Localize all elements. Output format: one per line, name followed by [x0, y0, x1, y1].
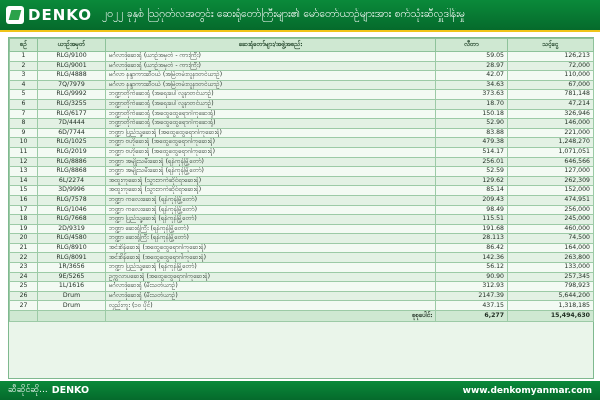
- litre-value: 52.59: [436, 167, 508, 177]
- litre-value: 437.15: [436, 301, 508, 311]
- hospital-name: မင်္ဂလာဒုံဆေးရုံ (ယာဉ်အမှတ် - ကားကြီး): [106, 52, 436, 62]
- page-title: ၂၀၂၂ ခုနှစ် ဩဂုတ်လအတွင်း ဆေးရုံတော်ကြီးများ၏ မော်တော်ယာဉ်များအား စက်သုံးဆီလှူဒါန်းမှု: [101, 7, 465, 20]
- amount-value: 1,318,185: [508, 301, 594, 311]
- vehicle-code: RLG/9001: [38, 61, 106, 71]
- row-number: 24: [10, 272, 38, 282]
- row-number: 13: [10, 167, 38, 177]
- vehicle-code: RLG/7668: [38, 215, 106, 225]
- table-row: [10, 215, 594, 225]
- row-number: 18: [10, 215, 38, 225]
- vehicle-code: RLG/1025: [38, 138, 106, 148]
- hospital-name: ဘဏ္ဍာ ပြည်သူ့ဆေးရုံ (ရန်ကုန်မြို့တော်): [106, 215, 436, 225]
- amount-value: 221,000: [508, 128, 594, 138]
- hospital-name: ဘဏ္ဍာ ဆေးရုံကြီး (ရန်ကုန်မြို့တော်): [106, 224, 436, 234]
- litre-value: 142.36: [436, 253, 508, 263]
- vehicle-code: 9E/5265: [38, 272, 106, 282]
- header-banner: [0, 0, 600, 32]
- hospital-name: လှည်းကူး (၁၀ ပိုင်): [106, 301, 436, 311]
- litre-value: 28.97: [436, 61, 508, 71]
- table-row: [10, 291, 594, 301]
- footer-brand: DENKO: [51, 385, 90, 396]
- hospital-name: ဘဏ္ဍာ ကလေးဆေးရုံ (ရန်ကုန်မြို့တော်): [106, 205, 436, 215]
- hospital-name: အထူးကုဆေးရုံ (သွားဘက်ဆိုင်ရာဆေးရုံ): [106, 186, 436, 196]
- row-number: 16: [10, 195, 38, 205]
- total-blank: [10, 311, 38, 322]
- table-row: [10, 205, 594, 215]
- table-header-row: [10, 39, 594, 52]
- row-number: 20: [10, 234, 38, 244]
- row-number: 21: [10, 243, 38, 253]
- footer-slogan: [8, 384, 89, 397]
- total-blank: [38, 311, 106, 322]
- litre-value: 28.113: [436, 234, 508, 244]
- row-number: 26: [10, 291, 38, 301]
- donation-table: [9, 38, 594, 322]
- vehicle-code: 3D/9996: [38, 186, 106, 196]
- hospital-name: ဘဏ္ဍာတိုက်ဆေးရုံ (အထွေထွေရောဂါကုဆေးရုံ): [106, 119, 436, 129]
- vehicle-code: RLG/4888: [38, 71, 106, 81]
- table-row: [10, 157, 594, 167]
- hospital-name: ဘဏ္ဍာ ကလေးဆေးရုံ (ရန်ကုန်မြို့တော်): [106, 195, 436, 205]
- amount-value: 152,000: [508, 186, 594, 196]
- row-number: 3: [10, 71, 38, 81]
- table-row: [10, 176, 594, 186]
- table-row: [10, 263, 594, 273]
- litre-value: 312.93: [436, 282, 508, 292]
- total-row: [10, 311, 594, 322]
- website-link[interactable]: www.denkomyanmar.com: [462, 385, 592, 396]
- hospital-name: ဘဏ္ဍာ အမျိုးသမီးဆေးရုံ (ရန်ကုန်မြို့တော်): [106, 167, 436, 177]
- brand-name: DENKO: [28, 6, 92, 24]
- vehicle-code: 1L/1616: [38, 282, 106, 292]
- vehicle-code: RLG/1046: [38, 205, 106, 215]
- amount-value: 256,000: [508, 205, 594, 215]
- litre-value: 191.68: [436, 224, 508, 234]
- vehicle-code: 1R/3656: [38, 263, 106, 273]
- amount-value: 781,148: [508, 90, 594, 100]
- vehicle-code: Drum: [38, 291, 106, 301]
- row-number: 27: [10, 301, 38, 311]
- hospital-name: မင်္ဂလာဒုံဆေးရုံ (မီးသတ်ယာဉ်): [106, 282, 436, 292]
- amount-value: 133,000: [508, 263, 594, 273]
- litre-value: 90.90: [436, 272, 508, 282]
- hospital-name: ဥက္ကလာပဆေးရုံ (အထွေထွေရောဂါကုဆေးရုံ): [106, 272, 436, 282]
- column-header-code: ယာဉ်အမှတ်: [38, 39, 106, 52]
- amount-value: 1,248,270: [508, 138, 594, 148]
- row-number: 6: [10, 99, 38, 109]
- hospital-name: မင်္ဂလာ နန္ဒာကားဆီဝယ် (အမြဲတမ်းလူနာတင်ယာဉ်): [106, 80, 436, 90]
- litre-value: 85.14: [436, 186, 508, 196]
- litre-value: 150.18: [436, 109, 508, 119]
- amount-value: 263,800: [508, 253, 594, 263]
- table-row: [10, 109, 594, 119]
- hospital-name: အင်းစိန်ဆေးရုံ (အထွေထွေရောဂါကုဆေးရုံ): [106, 243, 436, 253]
- amount-value: 798,923: [508, 282, 594, 292]
- vehicle-code: RLG/9100: [38, 52, 106, 62]
- litre-value: 209.43: [436, 195, 508, 205]
- amount-value: 126,213: [508, 52, 594, 62]
- row-number: 4: [10, 80, 38, 90]
- litre-value: 56.12: [436, 263, 508, 273]
- row-number: 12: [10, 157, 38, 167]
- total-label: စုစုပေါင်း: [106, 311, 436, 322]
- column-header-litre: လီတာ: [436, 39, 508, 52]
- table-row: [10, 71, 594, 81]
- row-number: 10: [10, 138, 38, 148]
- column-header-name: ဆေးရုံတော်များ/အဖွဲ့အစည်း: [106, 39, 436, 52]
- litre-value: 42.07: [436, 71, 508, 81]
- litre-value: 256.01: [436, 157, 508, 167]
- row-number: 5: [10, 90, 38, 100]
- row-number: 23: [10, 263, 38, 273]
- hospital-name: မင်္ဂလာ နန္ဒာကားဆီဝယ် (အမြဲတမ်းလူနာတင်ယာဉ်): [106, 71, 436, 81]
- amount-value: 5,644,200: [508, 291, 594, 301]
- vehicle-code: RLG/6177: [38, 109, 106, 119]
- row-number: 14: [10, 176, 38, 186]
- amount-value: 164,000: [508, 243, 594, 253]
- amount-value: 74,500: [508, 234, 594, 244]
- amount-value: 257,345: [508, 272, 594, 282]
- amount-value: 262,309: [508, 176, 594, 186]
- hospital-name: ဘဏ္ဍာ ပြည်သူ့ဆေးရုံ (အထွေထွေရောဂါကုဆေးရုံ): [106, 128, 436, 138]
- litre-value: 479.38: [436, 138, 508, 148]
- amount-value: 47,214: [508, 99, 594, 109]
- hospital-name: ဘဏ္ဍာ ဆေးရုံကြီး (ရန်ကုန်မြို့တော်): [106, 234, 436, 244]
- amount-value: 110,000: [508, 71, 594, 81]
- hospital-name: ဘဏ္ဍာ ပြည်သူ့ဆေးရုံ (ရန်ကုန်မြို့တော်): [106, 263, 436, 273]
- row-number: 17: [10, 205, 38, 215]
- table-row: [10, 80, 594, 90]
- vehicle-code: RLG/2019: [38, 147, 106, 157]
- total-amount: 15,494,630: [508, 311, 594, 322]
- row-number: 25: [10, 282, 38, 292]
- table-row: [10, 243, 594, 253]
- table-row: [10, 282, 594, 292]
- donation-table-container: [8, 37, 594, 379]
- amount-value: 646,566: [508, 157, 594, 167]
- amount-value: 460,000: [508, 224, 594, 234]
- litre-value: 373.63: [436, 90, 508, 100]
- hospital-name: အင်းစိန်ဆေးရုံ (အထွေထွေရောဂါကုဆေးရုံ): [106, 253, 436, 263]
- amount-value: 245,000: [508, 215, 594, 225]
- table-row: [10, 52, 594, 62]
- column-header-no: စဉ်: [10, 39, 38, 52]
- table-row: [10, 119, 594, 129]
- table-row: [10, 301, 594, 311]
- vehicle-code: RLG/8886: [38, 157, 106, 167]
- table-row: [10, 99, 594, 109]
- table-row: [10, 138, 594, 148]
- hospital-name: ဘဏ္ဍာ ဗဟိုဆေးရုံ (အထွေထွေရောဂါကုဆေးရုံ): [106, 138, 436, 148]
- amount-value: 1,071,051: [508, 147, 594, 157]
- litre-value: 83.88: [436, 128, 508, 138]
- vehicle-code: RLG/8910: [38, 243, 106, 253]
- table-row: [10, 234, 594, 244]
- vehicle-code: RLG/7578: [38, 195, 106, 205]
- hospital-name: ဘဏ္ဍာ ဗဟိုဆေးရုံ (အထွေထွေရောဂါကုဆေးရုံ): [106, 147, 436, 157]
- litre-value: 52.90: [436, 119, 508, 129]
- amount-value: 127,000: [508, 167, 594, 177]
- vehicle-code: RLG/4580: [38, 234, 106, 244]
- amount-value: 146,000: [508, 119, 594, 129]
- vehicle-code: RLG/8868: [38, 167, 106, 177]
- table-row: [10, 272, 594, 282]
- table-row: [10, 186, 594, 196]
- table-row: [10, 253, 594, 263]
- litre-value: 115.51: [436, 215, 508, 225]
- table-row: [10, 167, 594, 177]
- vehicle-code: 2D/9319: [38, 224, 106, 234]
- hospital-name: ဘဏ္ဍာတိုက်ဆေးရုံ (အရေးပေါ်လူနာတင်ယာဉ်): [106, 99, 436, 109]
- litre-value: 2147.39: [436, 291, 508, 301]
- footer-tagline: ဆီဆိုင်ဆို...: [8, 385, 48, 395]
- litre-value: 514.17: [436, 147, 508, 157]
- footer-banner: [0, 381, 600, 400]
- vehicle-code: RLG/8091: [38, 253, 106, 263]
- denko-logo-icon: [6, 6, 24, 24]
- vehicle-code: RLG/3255: [38, 99, 106, 109]
- litre-value: 18.70: [436, 99, 508, 109]
- vehicle-code: 7Q/7979: [38, 80, 106, 90]
- row-number: 1: [10, 52, 38, 62]
- table-row: [10, 147, 594, 157]
- table-row: [10, 90, 594, 100]
- table-row: [10, 128, 594, 138]
- amount-value: 67,000: [508, 80, 594, 90]
- litre-value: 129.62: [436, 176, 508, 186]
- row-number: 8: [10, 119, 38, 129]
- hospital-name: မင်္ဂလာဒုံဆေးရုံ (မီးသတ်ယာဉ်): [106, 291, 436, 301]
- table-row: [10, 61, 594, 71]
- vehicle-code: RLG/9992: [38, 90, 106, 100]
- litre-value: 86.42: [436, 243, 508, 253]
- amount-value: 326,946: [508, 109, 594, 119]
- row-number: 7: [10, 109, 38, 119]
- row-number: 11: [10, 147, 38, 157]
- vehicle-code: 7D/4444: [38, 119, 106, 129]
- table-row: [10, 224, 594, 234]
- row-number: 2: [10, 61, 38, 71]
- brand-logo: [6, 6, 92, 24]
- litre-value: 34.63: [436, 80, 508, 90]
- hospital-name: ဘဏ္ဍာတိုက်ဆေးရုံ (အထွေထွေရောဂါကုဆေးရုံ): [106, 109, 436, 119]
- litre-value: 59.05: [436, 52, 508, 62]
- table-row: [10, 195, 594, 205]
- vehicle-code: 6L/2274: [38, 176, 106, 186]
- hospital-name: မင်္ဂလာဒုံဆေးရုံ (ယာဉ်အမှတ် - ကားကြီး): [106, 61, 436, 71]
- vehicle-code: Drum: [38, 301, 106, 311]
- vehicle-code: 6D/7744: [38, 128, 106, 138]
- row-number: 22: [10, 253, 38, 263]
- row-number: 19: [10, 224, 38, 234]
- column-header-amount: သင့်ငွေ: [508, 39, 594, 52]
- amount-value: 72,000: [508, 61, 594, 71]
- litre-value: 98.49: [436, 205, 508, 215]
- hospital-name: ဘဏ္ဍာတိုက်ဆေးရုံ (အရေးပေါ်လူနာတင်ယာဉ်): [106, 90, 436, 100]
- total-litre: 6,277: [436, 311, 508, 322]
- hospital-name: ဘဏ္ဍာ အမျိုးသမီးဆေးရုံ (ရန်ကုန်မြို့တော်): [106, 157, 436, 167]
- row-number: 15: [10, 186, 38, 196]
- amount-value: 474,951: [508, 195, 594, 205]
- row-number: 9: [10, 128, 38, 138]
- hospital-name: အထူးကုဆေးရုံ (သွားဘက်ဆိုင်ရာဆေးရုံ): [106, 176, 436, 186]
